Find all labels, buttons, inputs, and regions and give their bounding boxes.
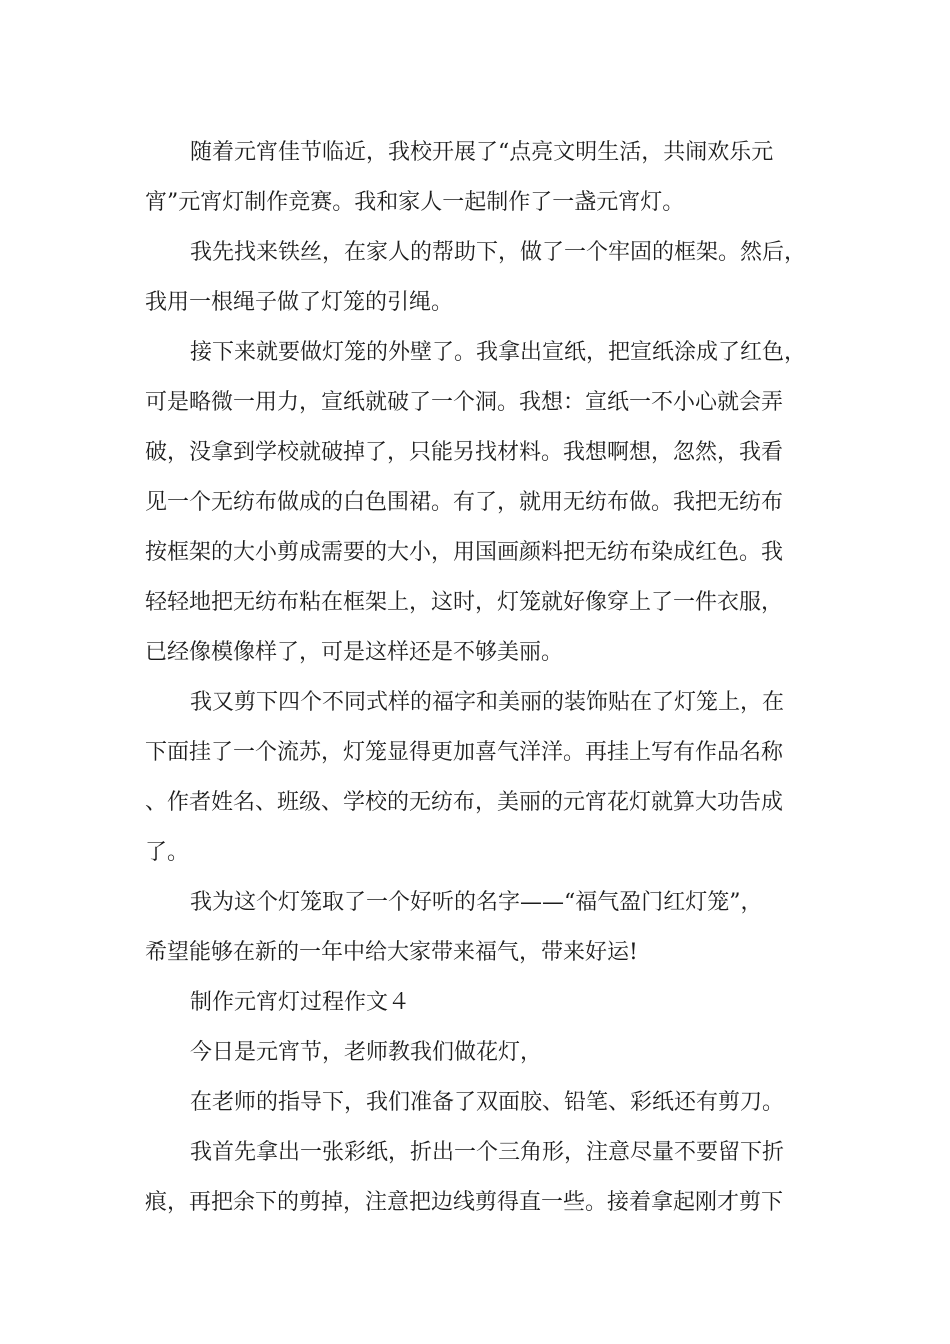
paragraph-5-line-1: 我为这个灯笼取了一个好听的名字——“福气盈门红灯笼”， [190, 890, 763, 915]
paragraph-1-line-2: 宵”元宵灯制作竞赛。我和家人一起制作了一盏元宵灯。 [145, 190, 685, 215]
paragraph-3-line-4: 见一个无纺布做成的白色围裙。有了，就用无纺布做。我把无纺布 [145, 490, 784, 515]
paragraph-3-line-3: 破，没拿到学校就破掉了，只能另找材料。我想啊想，忽然，我看 [145, 440, 784, 465]
paragraph-9-line-1: 我首先拿出一张彩纸，折出一个三角形，注意尽量不要留下折 [190, 1140, 785, 1165]
paragraph-2-line-2: 我用一根绳子做了灯笼的引绳。 [145, 290, 454, 315]
paragraph-4-line-3: 、作者姓名、班级、学校的无纺布，美丽的元宵花灯就算大功告成 [145, 790, 784, 815]
paragraph-9-line-2: 痕，再把余下的剪掉，注意把边线剪得直一些。接着拿起刚才剪下 [145, 1190, 784, 1215]
paragraph-3-line-6: 轻轻地把无纺布粘在框架上，这时，灯笼就好像穿上了一件衣服， [145, 590, 784, 615]
paragraph-5-line-2: 希望能够在新的一年中给大家带来福气，带来好运! [145, 940, 638, 965]
paragraph-1-line-1: 随着元宵佳节临近，我校开展了“点亮文明生活，共闹欢乐元 [190, 140, 774, 165]
paragraph-4-line-1: 我又剪下四个不同式样的福字和美丽的装饰贴在了灯笼上，在 [190, 690, 785, 715]
paragraph-8-line-1: 在老师的指导下，我们准备了双面胶、铅笔、彩纸还有剪刀。 [190, 1090, 785, 1115]
paragraph-2-line-1: 我先找来铁丝，在家人的帮助下，做了一个牢固的框架。然后， [190, 240, 807, 265]
paragraph-3-line-1: 接下来就要做灯笼的外壁了。我拿出宣纸，把宣纸涂成了红色， [190, 340, 807, 365]
paragraph-4-line-4: 了。 [145, 840, 190, 865]
paragraph-4-line-2: 下面挂了一个流苏，灯笼显得更加喜气洋洋。再挂上写有作品名称 [145, 740, 784, 765]
paragraph-3-line-7: 已经像模像样了，可是这样还是不够美丽。 [145, 640, 564, 665]
section-heading: 制作元宵灯过程作文４ [190, 990, 411, 1015]
paragraph-3-line-2: 可是略微一用力，宣纸就破了一个洞。我想：宣纸一不小心就会弄 [145, 390, 784, 415]
paragraph-7-line-1: 今日是元宵节，老师教我们做花灯， [190, 1040, 543, 1065]
paragraph-3-line-5: 按框架的大小剪成需要的大小，用国画颜料把无纺布染成红色。我 [145, 540, 784, 565]
